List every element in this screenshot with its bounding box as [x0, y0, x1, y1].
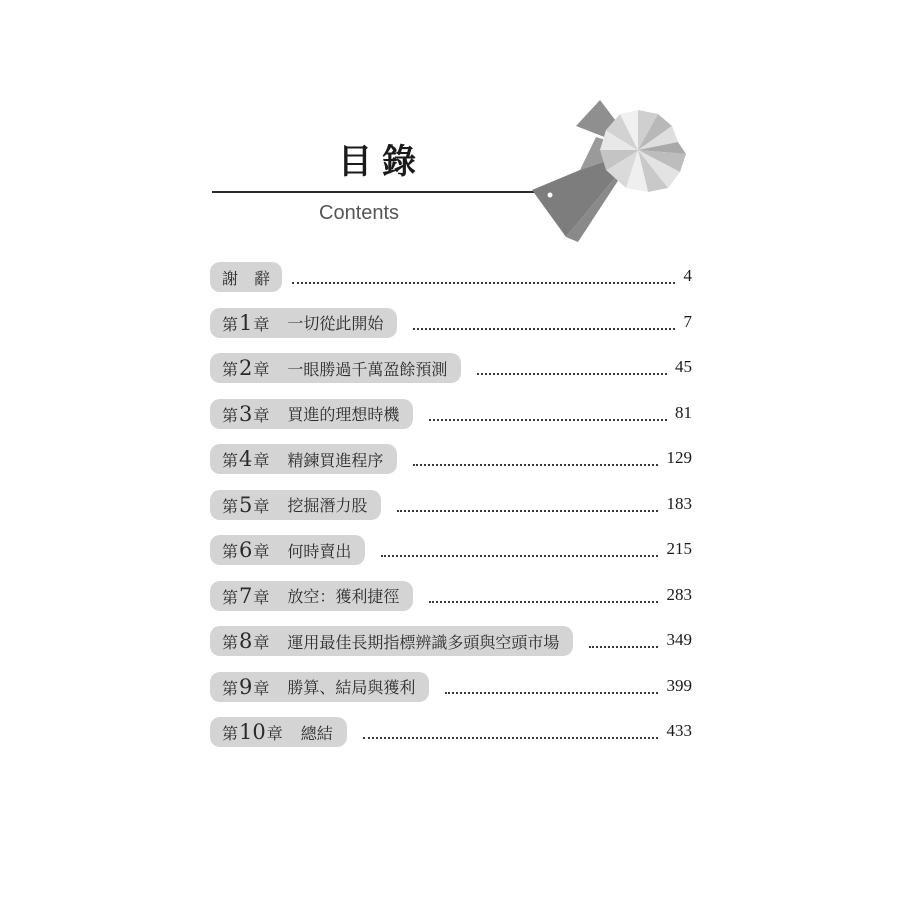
chapter-title: 買進的理想時機	[287, 405, 400, 424]
chapter-number: 1	[239, 310, 253, 335]
dot-leader	[429, 591, 658, 603]
dot-leader	[589, 636, 658, 648]
chapter-number: 9	[239, 674, 253, 699]
chapter-label	[210, 538, 269, 562]
chapter-tab	[210, 672, 429, 702]
page-number: 45	[675, 357, 692, 376]
chapter-prefix: 第	[222, 405, 239, 425]
chapter-title: 總結	[300, 723, 333, 743]
page-subtitle: Contents	[319, 202, 400, 224]
dot-leader	[397, 500, 658, 512]
dot-leader	[477, 363, 667, 375]
chapter-title: 精鍊買進程序	[287, 450, 384, 470]
chapter-prefix: 第	[222, 724, 239, 743]
chapter-tab	[210, 626, 573, 656]
chapter-title: 運用最佳長期指標辨識多頭與空頭市場	[287, 632, 560, 652]
chapter-label	[210, 402, 269, 426]
chapter-tab	[210, 717, 347, 747]
page-number: 7	[683, 311, 692, 331]
toc-entry[interactable]	[210, 581, 692, 611]
chapter-label	[210, 720, 283, 744]
chapter-title: 挖掘潛力股	[287, 496, 368, 515]
dot-leader	[413, 318, 675, 330]
chapter-title: 一切從此開始	[287, 314, 384, 333]
chapter-suffix: 章	[253, 542, 270, 561]
chapter-label	[210, 356, 269, 380]
chapter-prefix: 第	[222, 587, 239, 607]
chapter-label	[210, 584, 269, 608]
chapter-label	[210, 447, 269, 471]
toc-entry[interactable]	[210, 717, 692, 747]
chapter-suffix: 章	[253, 496, 270, 516]
page-number: 129	[666, 448, 692, 467]
dot-leader	[445, 682, 658, 694]
chapter-suffix: 章	[253, 451, 270, 470]
chapter-suffix: 章	[253, 360, 270, 379]
chapter-prefix: 第	[222, 314, 239, 334]
page-number: 349	[666, 630, 692, 649]
chapter-label	[210, 675, 269, 699]
toc-entry[interactable]	[210, 626, 692, 656]
chapter-suffix: 章	[253, 405, 270, 425]
chapter-prefix: 第	[222, 542, 239, 561]
chapter-number: 6	[239, 538, 253, 562]
chapter-title: 放空：獲利捷徑	[287, 587, 400, 606]
page-number: 399	[666, 675, 692, 695]
toc-entry[interactable]	[210, 535, 692, 565]
chapter-prefix: 第	[222, 451, 239, 470]
chapter-tab	[210, 262, 282, 292]
chapter-number: 4	[239, 447, 253, 471]
chapter-number: 10	[239, 720, 266, 744]
chapter-number: 5	[239, 492, 253, 517]
page-title: 目錄	[338, 142, 426, 182]
dot-leader	[429, 409, 667, 421]
dot-leader	[381, 545, 658, 557]
toc-entry[interactable]	[210, 308, 692, 338]
chapter-suffix: 章	[253, 587, 270, 607]
toc-entry[interactable]	[210, 353, 692, 383]
chapter-title: 一眼勝過千萬盈餘預測	[287, 359, 448, 379]
chapter-prefix: 第	[222, 678, 239, 698]
page-number: 433	[666, 721, 692, 740]
dot-leader	[363, 727, 658, 739]
page-number: 215	[666, 539, 692, 558]
chapter-tab	[210, 308, 397, 338]
chapter-suffix: 章	[253, 314, 270, 334]
chapter-prefix: 謝 辭	[222, 268, 271, 288]
chapter-title: 勝算、結局與獲利	[287, 678, 416, 697]
page-number: 4	[683, 266, 692, 285]
chapter-tab	[210, 444, 397, 474]
dot-leader	[413, 454, 658, 466]
page-number: 183	[666, 493, 692, 513]
chapter-label	[210, 629, 269, 653]
chapter-title: 何時賣出	[287, 541, 352, 561]
toc-entry[interactable]	[210, 262, 692, 292]
toc-entry[interactable]	[210, 490, 692, 520]
chapter-tab	[210, 353, 461, 383]
chapter-number: 3	[239, 401, 253, 426]
chapter-suffix: 章	[253, 678, 270, 698]
chapter-label	[210, 493, 269, 517]
chapter-suffix: 章	[266, 724, 283, 743]
chapter-tab	[210, 490, 381, 520]
page-number: 283	[666, 584, 692, 604]
chapter-prefix: 第	[222, 360, 239, 379]
chapter-number: 7	[239, 583, 253, 608]
chapter-prefix: 第	[222, 633, 239, 652]
chapter-number: 2	[239, 356, 253, 380]
toc-entry[interactable]	[210, 672, 692, 702]
chapter-tab	[210, 535, 365, 565]
chapter-tab	[210, 581, 413, 611]
toc-entry[interactable]	[210, 399, 692, 429]
chapter-label	[210, 266, 270, 289]
chapter-prefix: 第	[222, 496, 239, 516]
toc-entry[interactable]	[210, 444, 692, 474]
chapter-tab	[210, 399, 413, 429]
page-number: 81	[675, 402, 692, 422]
dot-leader	[292, 272, 675, 284]
chapter-suffix: 章	[253, 633, 270, 652]
chapter-number: 8	[239, 629, 253, 653]
chapter-label	[210, 311, 269, 335]
